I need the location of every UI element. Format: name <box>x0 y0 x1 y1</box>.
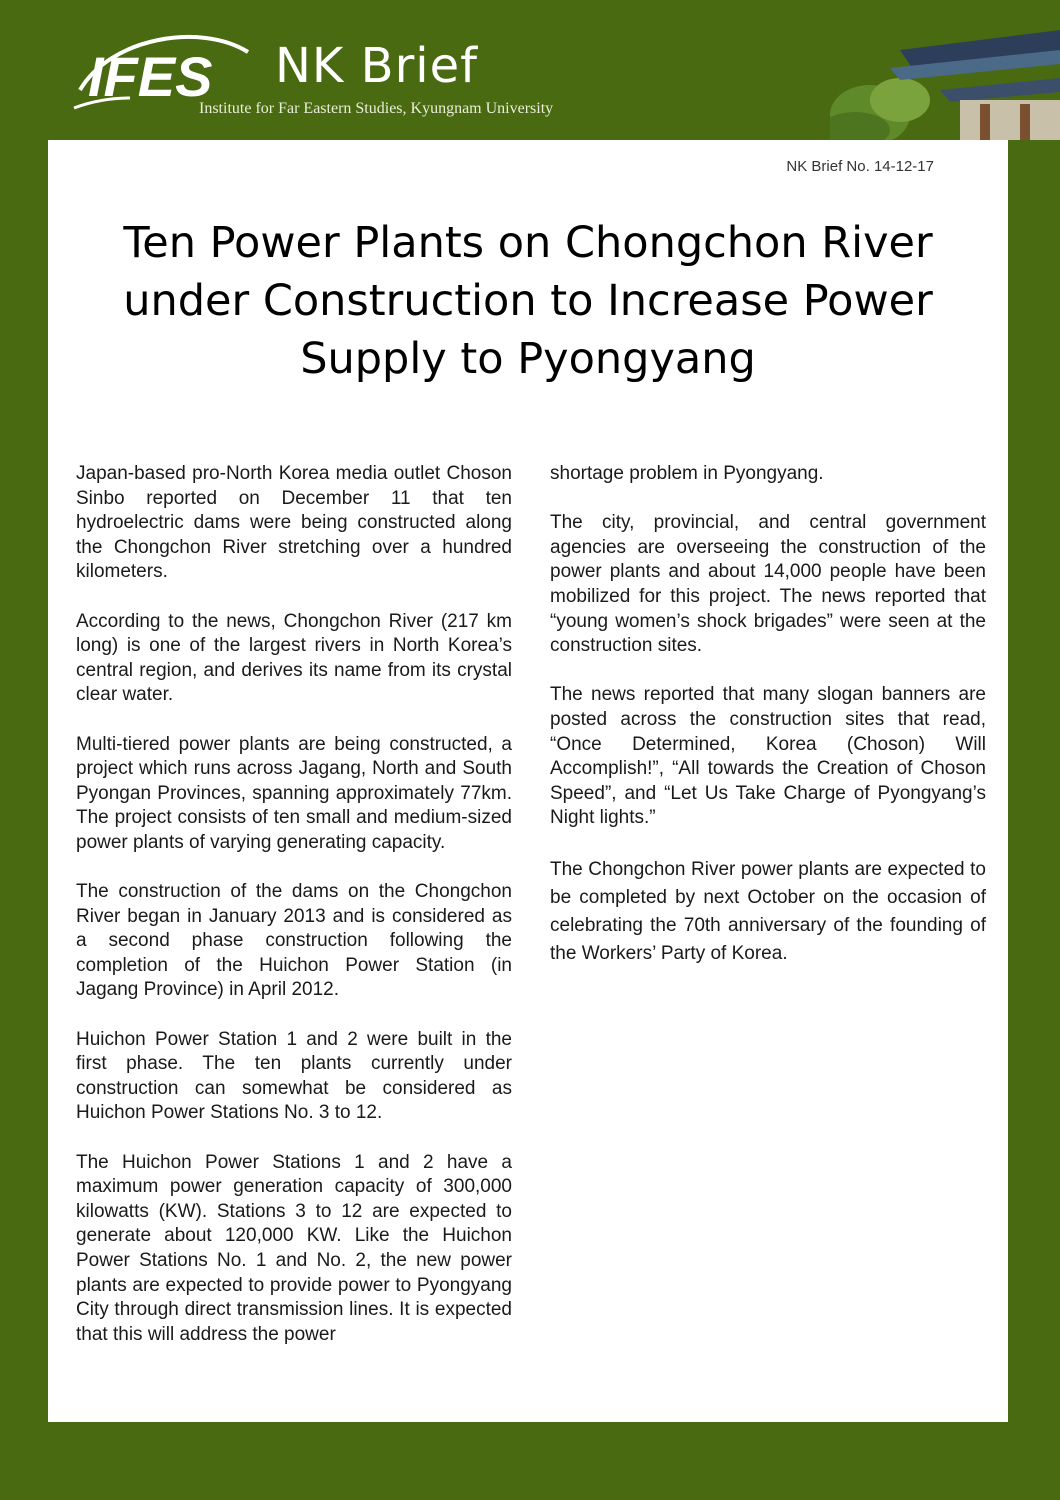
paragraph: Multi-tiered power plants are being constructed, a project which runs across Jagang, North and South Pyongan Provinces, spanning approximately 77km. The project consists of ten small and medium-sized power plants of varying generating capacity. <box>76 733 512 853</box>
paragraph: According to the news, Chongchon River (217 km long) is one of the largest rivers in North Korea’s central region, and derives its name from its crystal clear water. <box>76 610 512 706</box>
traditional-roof-image <box>830 20 1060 140</box>
page-header <box>0 0 1060 140</box>
paragraph: The Huichon Power Stations 1 and 2 have a maximum power generation capacity of 300,000 kilowatts (KW). Stations 3 to 12 are expected to generate about 120,000 KW. Like the Huichon Power Stations No. 1 and No. 2, the new power plants are expected to provide power to Pyongyang City through direct transmission lines. It is expected that this will address the power <box>76 1151 512 1345</box>
document-title: Ten Power Plants on Chongchon River under Construction to Increase Power Supply to Pyongyang <box>123 218 933 384</box>
paragraph: The city, provincial, and central government agencies are overseeing the construction of the power plants and about 14,000 people have been mobilized for this project. The news reported that “young women’s shock brigades” were seen at the construction sites. <box>550 512 986 657</box>
document-page <box>48 140 1008 1422</box>
paragraph: Huichon Power Station 1 and 2 were built in the first phase. The ten plants currently under construction can somewhat be considered as Huichon Power Stations No. 3 to 12. <box>76 1028 512 1124</box>
paragraph: The construction of the dams on the Chongchon River began in January 2013 and is considered as a second phase construction following the completion of the Huichon Power Station (in Jagang Province) in April 2012. <box>76 881 512 1001</box>
paragraph: shortage problem in Pyongyang. <box>550 463 824 484</box>
paragraph: The news reported that many slogan banners are posted across the construction sites that read, “Once Determined, Korea (Choson) Will Accomplish!”, “All towards the Creation of Choson Speed”, and “Let Us Take Charge of Pyongyang’s Night lights.” <box>550 684 986 829</box>
brand-subtitle: Institute for Far Eastern Studies, Kyungnam University <box>199 100 554 117</box>
paragraph: Japan-based pro-North Korea media outlet Choson Sinbo reported on December 11 that ten hydroelectric dams were being constructed along the Chongchon River stretching over a hundred kilometers. <box>76 463 512 583</box>
logo-text: IFES <box>88 45 213 108</box>
paragraph: The Chongchon River power plants are expected to be completed by next October on the occasion of celebrating the 70th anniversary of the founding of the Workers’ Party of Korea. <box>550 858 986 964</box>
right-column <box>550 462 986 992</box>
left-column <box>76 462 512 1372</box>
brand-title: NK Brief <box>275 38 479 94</box>
brief-number: NK Brief No. 14-12-17 <box>786 158 934 175</box>
